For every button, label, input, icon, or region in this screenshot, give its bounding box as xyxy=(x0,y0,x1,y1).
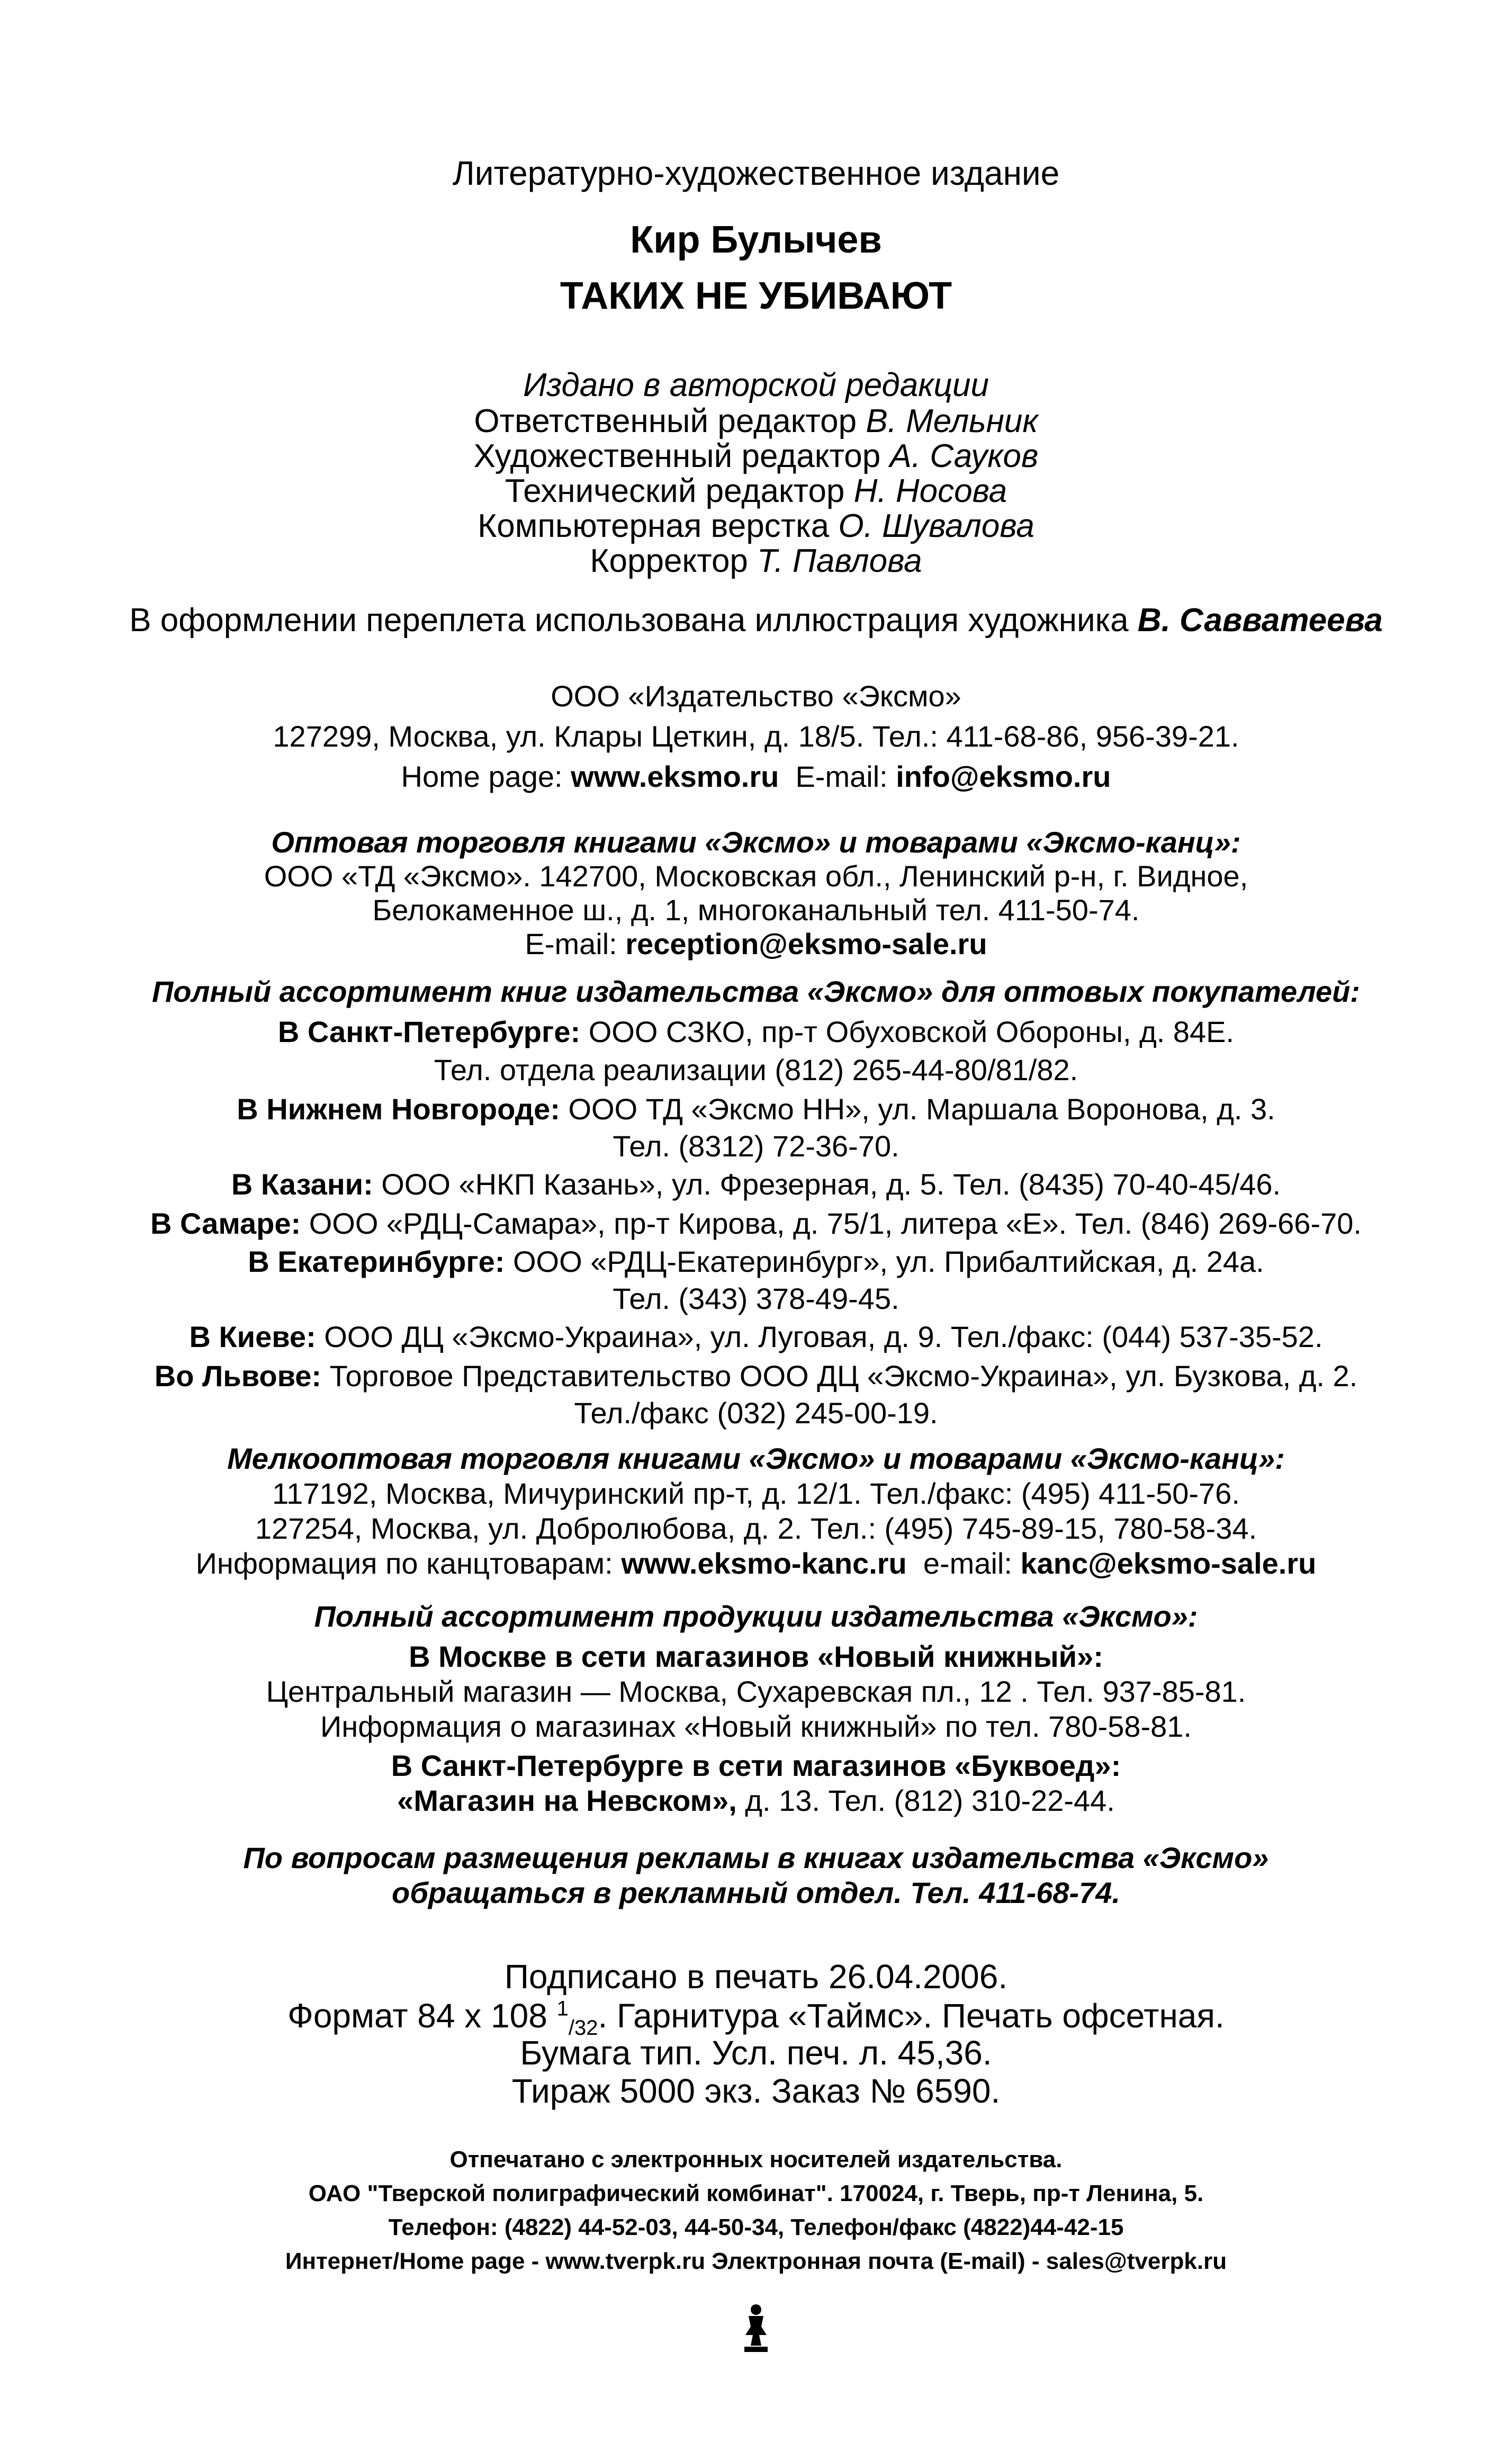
printer-line: ОАО "Тверской полиграфический комбинат". 170024, г. Тверь, пр-т Ленина, 5. xyxy=(308,2180,1204,2206)
publisher-name: ООО «Издательство «Эксмо» xyxy=(551,679,961,713)
retail-spb-line: «Магазин на Невском», д. 13. Тел. (812) 310-22-44. xyxy=(397,1784,1115,1817)
staff-row xyxy=(0,542,1512,580)
regional-entry: В Самаре: ООО «РДЦ-Самара», пр-т Кирова, д. 75/1, литера «Е». Тел. (846) 269-66-70. xyxy=(150,1207,1362,1240)
regional-entry: В Санкт-Петербурге: ООО СЗКО, пр-т Обуховской Обороны, д. 84Е. xyxy=(277,1015,1235,1048)
stationery-email-link[interactable]: kanc@eksmo-sale.ru xyxy=(1020,1547,1317,1580)
format-line: Формат 84 x 108 $^1_{/32}$. Гарнитура «Таймс». Печать офсетная. xyxy=(287,1997,1225,2040)
paper-line: Бумага тип. Усл. печ. л. 45,36. xyxy=(520,2034,992,2072)
retail-moscow-line: Центральный магазин — Москва, Сухаревская пл., 12 . Тел. 937-85-81. xyxy=(266,1675,1246,1708)
regional-city: В Екатеринбурге: xyxy=(248,1245,505,1278)
wholesale-line: ООО «ТД «Эксмо». 142700, Московская обл., Ленинский р-н, г. Видное, xyxy=(264,859,1248,893)
staff-name: А. Сауков xyxy=(889,438,1039,474)
regional-entry: Во Львове: Торговое Представительство ООО ДЦ «Эксмо-Украина», ул. Бузкова, д. 2. xyxy=(154,1359,1358,1393)
regional-entry: В Нижнем Новгороде: ООО ТД «Эксмо НН», ул. Маршала Воронова, д. 3. xyxy=(237,1092,1275,1126)
regional-entry-extra: Тел./факс (032) 245-00-19. xyxy=(574,1396,938,1430)
retail-spb-store: «Магазин на Невском», xyxy=(397,1784,737,1817)
regional-city: В Санкт-Петербурге: xyxy=(277,1015,581,1048)
regional-city: В Казани: xyxy=(231,1168,373,1201)
run-line: Тираж 5000 экз. Заказ № 6590. xyxy=(511,2072,1001,2110)
staff-role: Художественный редактор xyxy=(473,438,881,474)
regional-entry-extra: Тел. (8312) 72-36-70. xyxy=(613,1129,899,1163)
publisher-email-link[interactable]: info@eksmo.ru xyxy=(896,760,1111,793)
staff-name: Т. Павлова xyxy=(757,543,922,579)
regional-city: В Киеве: xyxy=(189,1320,316,1353)
author-name: Кир Булычев xyxy=(630,219,882,261)
ads-line: По вопросам размещения рекламы в книгах издательства «Эксмо» xyxy=(243,1841,1269,1874)
cover-note: В оформлении переплета использована иллюстрация художника В. Савватеева xyxy=(129,602,1383,639)
printer-line: Телефон: (4822) 44-52-03, 44-50-34, Телефон/факс (4822)44-42-15 xyxy=(388,2214,1124,2240)
edition-note: Издано в авторской редакции xyxy=(523,367,989,403)
retail-moscow-line: Информация о магазинах «Новый книжный» по тел. 780-58-81. xyxy=(320,1710,1192,1743)
book-title: ТАКИХ НЕ УБИВАЮТ xyxy=(560,275,952,317)
stationery-link[interactable]: www.eksmo-kanc.ru xyxy=(621,1547,907,1580)
cover-artist: В. Савватеева xyxy=(1137,602,1383,639)
printer-line: Отпечатано с электронных носителей издательства. xyxy=(449,2147,1063,2172)
printer-logo-icon xyxy=(738,2303,774,2354)
wholesale-line: Белокаменное ш., д. 1, многоканальный тел. 411-50-74. xyxy=(372,893,1140,927)
retail-spb-heading: В Санкт-Петербурге в сети магазинов «Буквоед»: xyxy=(391,1749,1121,1782)
regional-city: В Самаре: xyxy=(150,1207,301,1240)
ads-line: обращаться в рекламный отдел. Тел. 411-68-74. xyxy=(391,1876,1121,1909)
staff-role: Технический редактор xyxy=(505,473,845,509)
staff-name: Н. Носова xyxy=(853,473,1007,509)
publisher-contacts: Home page: www.eksmo.ru E-mail: info@eksmo.ru xyxy=(401,760,1111,793)
format-fraction-denominator: /32 xyxy=(568,2016,598,2040)
staff-name: О. Шувалова xyxy=(838,508,1034,544)
regional-entry: В Киеве: ООО ДЦ «Эксмо-Украина», ул. Луговая, д. 9. Тел./факс: (044) 537-35-52. xyxy=(189,1320,1323,1353)
staff-row xyxy=(0,472,1512,510)
publisher-address: 127299, Москва, ул. Клары Цеткин, д. 18/5. Тел.: 411-68-86, 956-39-21. xyxy=(273,720,1239,753)
regional-entry: В Екатеринбурге: ООО «РДЦ-Екатеринбург», ул. Прибалтийская, д. 24а. xyxy=(248,1245,1264,1278)
staff-name: В. Мельник xyxy=(866,403,1038,439)
wholesale-email-link[interactable]: reception@eksmo-sale.ru xyxy=(625,927,987,960)
regional-city: Во Львове: xyxy=(154,1359,322,1393)
regional-entry-extra: Тел. отдела реализации (812) 265-44-80/81/82. xyxy=(434,1053,1078,1087)
staff-row xyxy=(0,437,1512,475)
genre-line: Литературно-художественное издание xyxy=(452,154,1060,192)
regional-city: В Нижнем Новгороде: xyxy=(237,1092,560,1126)
staff-row xyxy=(0,402,1512,440)
regional-entry: В Казани: ООО «НКП Казань», ул. Фрезерная, д. 5. Тел. (8435) 70-40-45/46. xyxy=(231,1168,1281,1201)
wholesale-heading: Оптовая торговля книгами «Эксмо» и товарами «Эксмо-канц»: xyxy=(271,825,1241,859)
regional-entry-extra: Тел. (343) 378-49-45. xyxy=(613,1282,899,1315)
retail-moscow-heading: В Москве в сети магазинов «Новый книжный»: xyxy=(409,1640,1103,1673)
printer-line: Интернет/Home page - www.tverpk.ru Электронная почта (E-mail) - sales@tverpk.ru xyxy=(285,2248,1227,2274)
publisher-home-link[interactable]: www.eksmo.ru xyxy=(571,760,779,793)
signed-line: Подписано в печать 26.04.2006. xyxy=(504,1958,1008,1996)
staff-row xyxy=(0,507,1512,545)
small-wholesale-line: 127254, Москва, ул. Добролюбова, д. 2. Тел.: (495) 745-89-15, 780-58-34. xyxy=(255,1512,1257,1545)
wholesale-email-line: E-mail: reception@eksmo-sale.ru xyxy=(525,927,987,960)
small-wholesale-heading: Мелкооптовая торговля книгами «Эксмо» и товарами «Эксмо-канц»: xyxy=(227,1442,1285,1475)
stationery-line: Информация по канцтоварам: www.eksmo-kanc.ru e-mail: kanc@eksmo-sale.ru xyxy=(195,1547,1317,1580)
regional-heading: Полный ассортимент книг издательства «Эксмо» для оптовых покупателей: xyxy=(152,975,1360,1008)
format-fraction-numerator: 1 xyxy=(556,1997,569,2021)
staff-role: Корректор xyxy=(590,543,748,579)
staff-role: Ответственный редактор xyxy=(474,403,857,439)
staff-role: Компьютерная верстка xyxy=(478,508,830,544)
small-wholesale-line: 117192, Москва, Мичуринский пр-т, д. 12/1. Тел./факс: (495) 411-50-76. xyxy=(272,1477,1240,1510)
retail-heading: Полный ассортимент продукции издательства «Эксмо»: xyxy=(314,1600,1198,1633)
